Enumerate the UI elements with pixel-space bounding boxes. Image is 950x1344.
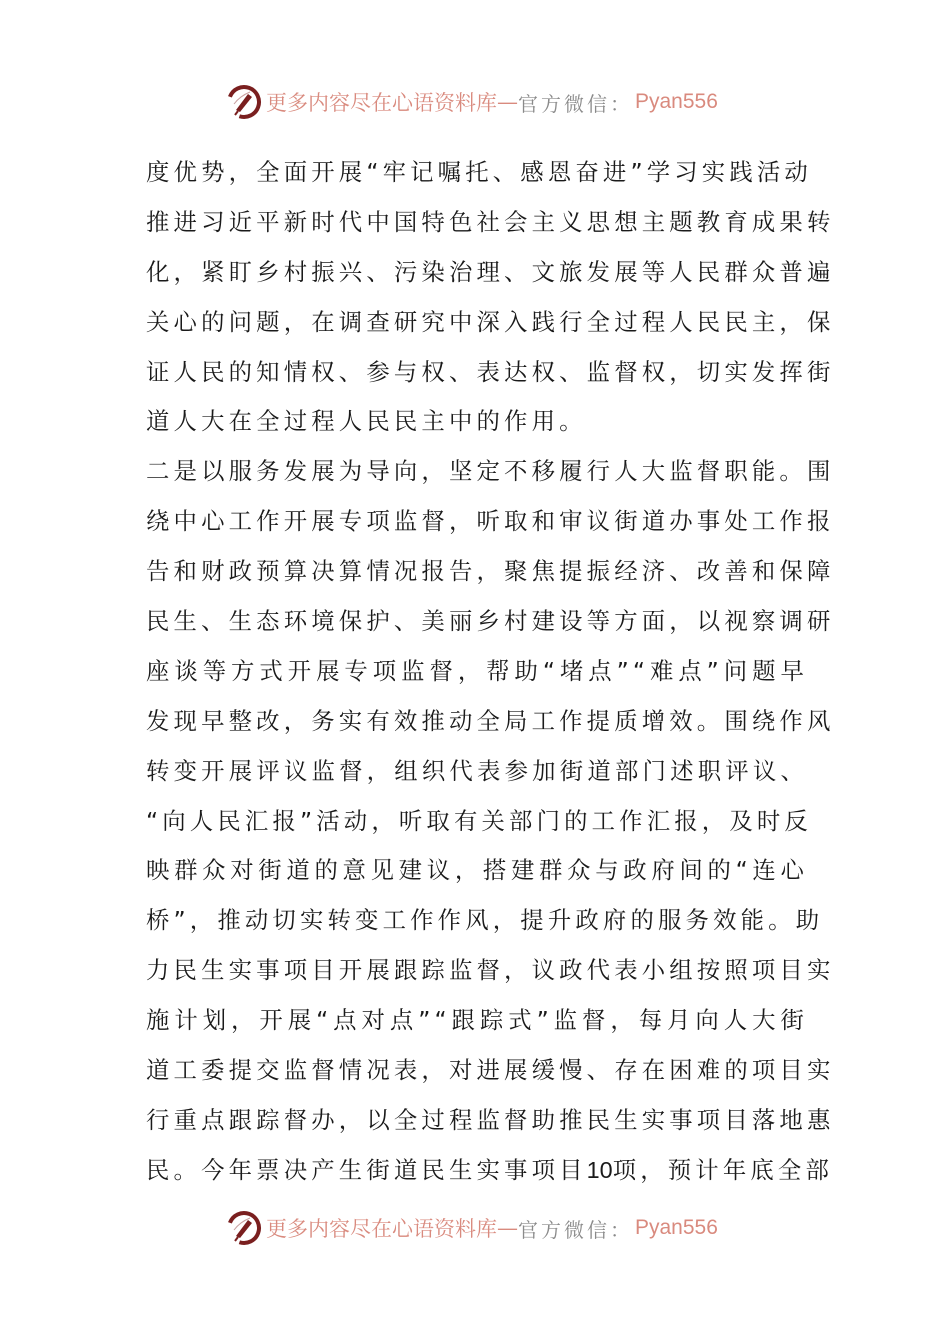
header-watermark [226,82,718,122]
text-line: 力民生实事项目开展跟踪监督，议政代表小组按照项目实 [146,956,835,985]
watermark-wechat-id: Pyan556 [635,1216,718,1239]
text-line: “向人民汇报”活动，听取有关部门的工作汇报，及时反 [146,806,812,835]
text-line: 告和财政预算决算情况报告，聚焦提振经济、改善和保障 [146,557,835,586]
text-line: 民生、生态环境保护、美丽乡村建设等方面，以视察调研 [146,607,835,636]
watermark-dash: — [497,90,518,114]
text-line: 二是以服务发展为导向，坚定不移履行人大监督职能。围 [146,457,835,486]
quill-pen-logo-icon [226,84,262,120]
text-line: 度优势，全面开展“牢记嘱托、感恩奋进”学习实践活动 [146,158,812,186]
text-line: 道人大在全过程人民民主中的作用。 [146,407,587,436]
text-line: 施计划，开展“点对点”“跟踪式”监督，每月向人大街 [146,1006,808,1035]
text-line: 发现早整改，务实有效推动全局工作提质增效。围绕作风 [146,706,835,735]
footer-watermark [226,1208,718,1248]
text-line: 转变开展评议监督，组织代表参加街道部门述职评议、 [146,756,808,785]
text-line: 绕中心工作开展专项监督，听取和审议街道办事处工作报 [146,507,835,536]
project-count: 10 [586,1156,613,1183]
document-body [146,148,835,1196]
text-line: 桥”，推动切实转变工作作风，提升政府的服务效能。助 [146,906,824,935]
text-line: 关心的问题，在调查研究中深入践行全过程人民民主，保 [146,307,835,336]
watermark-brand-text: 更多内容尽在心语资料库 [266,91,497,115]
text-line: 道工委提交监督情况表，对进展缓慢、存在困难的项目实 [146,1056,835,1085]
quill-pen-logo-icon [226,1210,262,1246]
text-line: 座谈等方式开展专项监督，帮助“堵点”“难点”问题早 [146,656,808,685]
watermark-label: 官方微信： [518,1217,633,1242]
text-line: 化，紧盯乡村振兴、污染治理、文旅发展等人民群众普遍 [146,257,835,286]
watermark-brand-text: 更多内容尽在心语资料库 [266,1217,497,1241]
watermark-label: 官方微信： [518,91,633,116]
text-line: 映群众对街道的意见建议，搭建群众与政府间的“连心 [146,856,808,885]
text-line: 推进习近平新时代中国特色社会主义思想主题教育成果转 [146,207,835,236]
text-line: 证人民的知情权、参与权、表达权、监督权，切实发挥街 [146,357,835,386]
text-segment: 项，预计年底全部 [612,1155,834,1184]
watermark-dash: — [497,1216,518,1240]
watermark-wechat-id: Pyan556 [635,90,718,113]
text-line-last [146,1146,834,1196]
text-line: 行重点跟踪督办，以全过程监督助推民生实事项目落地惠 [146,1105,835,1134]
text-segment: 民。今年票决产生街道民生实事项目 [146,1155,587,1184]
